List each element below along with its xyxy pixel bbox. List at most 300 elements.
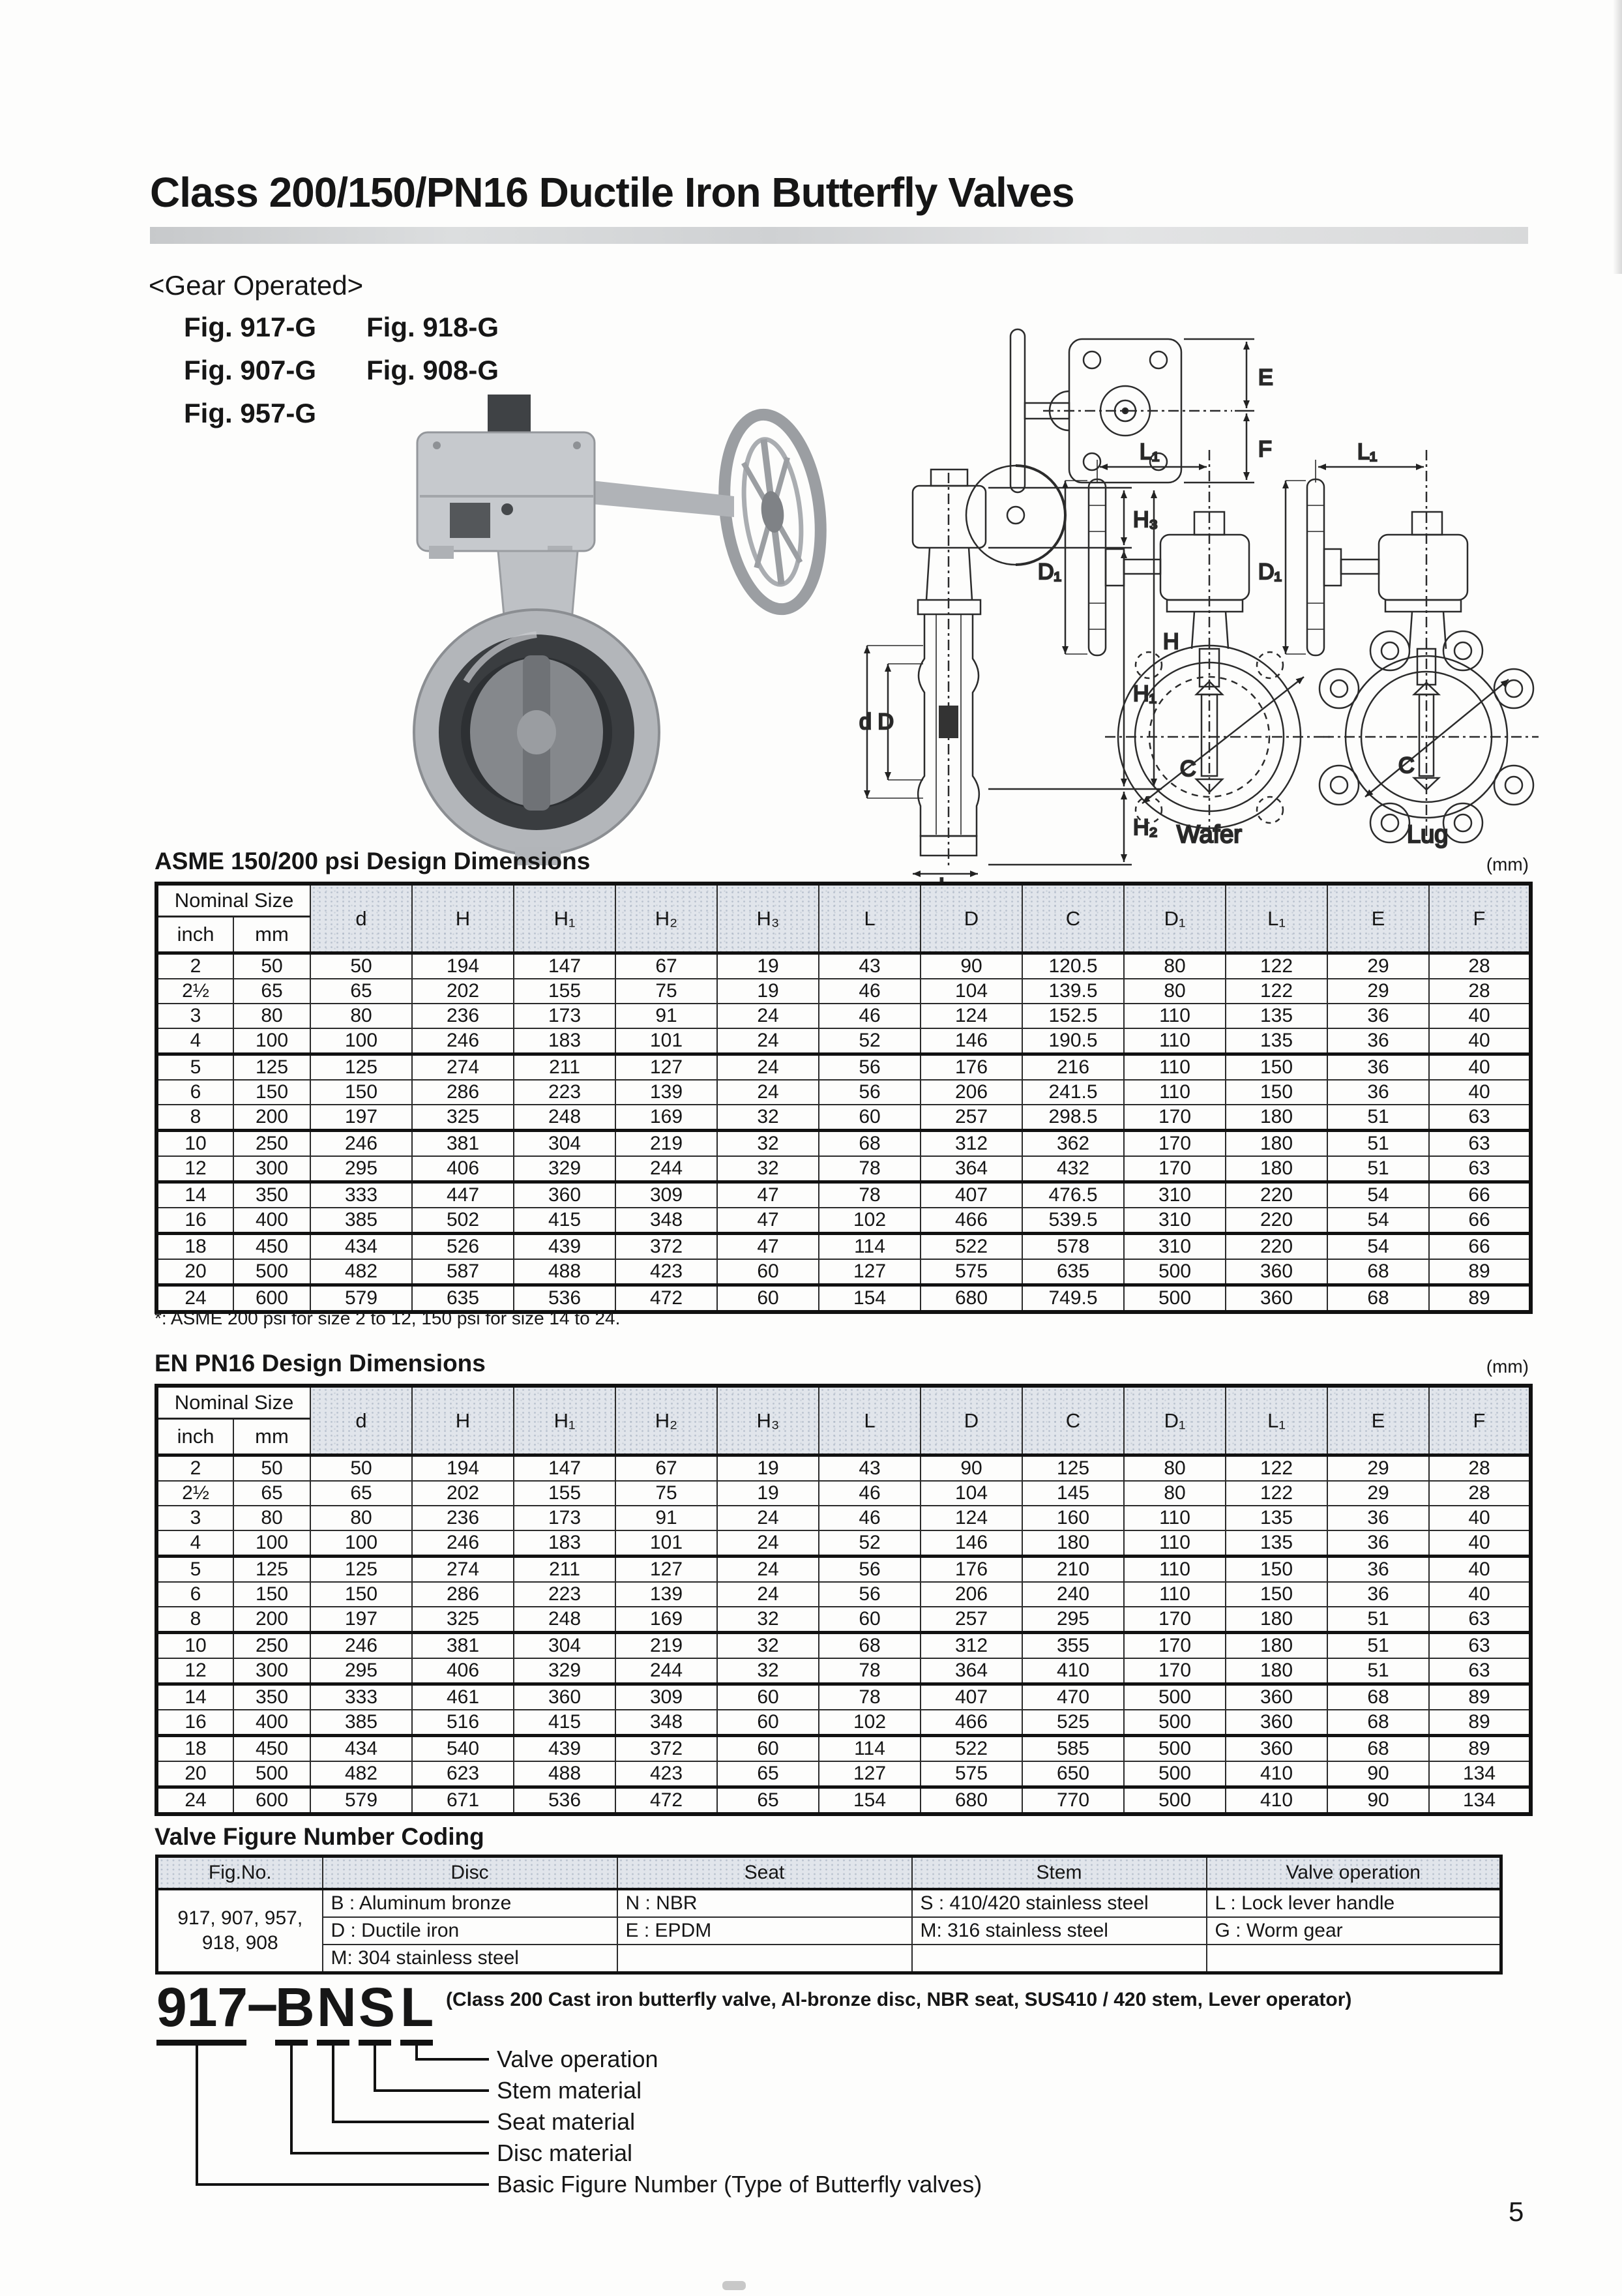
coding-cell: S : 410/420 stainless steel xyxy=(912,1889,1207,1917)
dimension-row xyxy=(156,1131,1531,1157)
dimension-cell: 65 xyxy=(310,1481,412,1506)
dimension-cell: 295 xyxy=(1022,1607,1124,1633)
dimension-cell: 360 xyxy=(1226,1684,1327,1710)
dimension-cell: 211 xyxy=(514,1557,615,1583)
dimension-cell: 150 xyxy=(233,1582,310,1607)
dimension-cell: 147 xyxy=(514,1455,615,1482)
dimension-cell: 40 xyxy=(1429,1054,1531,1081)
dimension-cell: 348 xyxy=(615,1710,717,1736)
dimension-cell: 180 xyxy=(1226,1607,1327,1633)
dimension-cell: 536 xyxy=(514,1787,615,1815)
dimension-cell: 40 xyxy=(1429,1004,1531,1028)
dimension-cell: 360 xyxy=(1226,1259,1327,1285)
dimension-cell: 434 xyxy=(310,1736,412,1762)
dimension-cell: 355 xyxy=(1022,1633,1124,1659)
dimension-cell: 24 xyxy=(717,1582,819,1607)
dimension-row xyxy=(156,1004,1531,1028)
dimension-row xyxy=(156,1481,1531,1506)
dimension-cell: 244 xyxy=(615,1658,717,1684)
dimension-cell: 246 xyxy=(310,1131,412,1157)
dimension-cell: 135 xyxy=(1226,1530,1327,1557)
dimension-cell: 124 xyxy=(921,1004,1022,1028)
column-header: D xyxy=(921,1386,1022,1455)
fig-number-917g: Fig. 917-G xyxy=(184,312,317,342)
dimension-cell: 482 xyxy=(310,1259,412,1285)
dimension-cell: 540 xyxy=(412,1736,514,1762)
dimension-cell: 522 xyxy=(921,1736,1022,1762)
dimension-cell: 19 xyxy=(717,979,819,1004)
dimension-cell: 488 xyxy=(514,1259,615,1285)
underline-letter-l xyxy=(400,2040,433,2046)
dimension-cell: 32 xyxy=(717,1607,819,1633)
dimension-row xyxy=(156,1105,1531,1131)
dimension-cell: 51 xyxy=(1327,1156,1429,1182)
dimension-cell: 19 xyxy=(717,953,819,979)
dimension-cell: 125 xyxy=(310,1557,412,1583)
dimension-cell: 24 xyxy=(717,1530,819,1557)
coding-header-stem: Stem xyxy=(912,1856,1207,1890)
dimension-cell: 381 xyxy=(412,1633,514,1659)
dimension-cell: 36 xyxy=(1327,1028,1429,1054)
dimension-cell: 65 xyxy=(233,979,310,1004)
dimension-cell: 65 xyxy=(233,1481,310,1506)
asme-dimension-table xyxy=(155,882,1533,1314)
column-header: E xyxy=(1327,1386,1429,1455)
dimension-cell: 66 xyxy=(1429,1208,1531,1234)
dimension-cell: 635 xyxy=(412,1285,514,1313)
column-header: H xyxy=(412,884,514,953)
dimension-cell: 32 xyxy=(717,1156,819,1182)
dimension-cell: 51 xyxy=(1327,1633,1429,1659)
dimension-cell: 623 xyxy=(412,1761,514,1787)
dimension-cell: 12 xyxy=(156,1156,233,1182)
underline-letter-s xyxy=(359,2040,391,2046)
dimension-cell: 135 xyxy=(1226,1028,1327,1054)
dimension-cell: 139 xyxy=(615,1582,717,1607)
dimension-cell: 51 xyxy=(1327,1607,1429,1633)
dimension-cell: 24 xyxy=(717,1506,819,1530)
dim-label-H3: H₃ xyxy=(1133,507,1158,532)
dimension-cell: 40 xyxy=(1429,1506,1531,1530)
dimension-cell: 122 xyxy=(1226,979,1327,1004)
dimension-cell: 488 xyxy=(514,1761,615,1787)
dimension-cell: 295 xyxy=(310,1156,412,1182)
dimension-cell: 40 xyxy=(1429,1557,1531,1583)
coding-header-seat: Seat xyxy=(617,1856,912,1890)
dimension-cell: 415 xyxy=(514,1208,615,1234)
dimension-cell: 114 xyxy=(819,1234,921,1260)
dimension-cell: 300 xyxy=(233,1658,310,1684)
dimension-cell: 180 xyxy=(1226,1658,1327,1684)
example-code-dash: − xyxy=(246,1976,279,2038)
asme-footnote: *: ASME 200 psi for size 2 to 12, 150 psi for size 14 to 24. xyxy=(155,1308,621,1328)
dimension-cell: 125 xyxy=(310,1054,412,1081)
dimension-cell: 385 xyxy=(310,1208,412,1234)
dimension-cell: 216 xyxy=(1022,1054,1124,1081)
dimension-cell: 28 xyxy=(1429,953,1531,979)
dimension-cell: 600 xyxy=(233,1787,310,1815)
dimension-cell: 194 xyxy=(412,953,514,979)
dimension-cell: 36 xyxy=(1327,1004,1429,1028)
dimension-cell: 122 xyxy=(1226,1455,1327,1482)
dimension-cell: 29 xyxy=(1327,1455,1429,1482)
dimension-cell: 8 xyxy=(156,1105,233,1131)
coding-row xyxy=(157,1889,1501,1917)
asme-table-unit: (mm) xyxy=(1486,854,1529,874)
dimension-cell: 5 xyxy=(156,1557,233,1583)
dimension-cell: 80 xyxy=(233,1506,310,1530)
example-code-letter-seat: N xyxy=(317,1976,357,2038)
dimension-cell: 134 xyxy=(1429,1787,1531,1815)
dimension-row xyxy=(156,1054,1531,1081)
dimension-cell: 219 xyxy=(615,1633,717,1659)
dimension-cell: 3 xyxy=(156,1506,233,1530)
dimension-cell: 80 xyxy=(233,1004,310,1028)
column-header: L₁ xyxy=(1226,884,1327,953)
dimension-row xyxy=(156,1684,1531,1710)
column-header: C xyxy=(1022,884,1124,953)
asme-table-title: ASME 150/200 psi Design Dimensions xyxy=(155,848,591,874)
dimension-cell: 122 xyxy=(1226,1481,1327,1506)
dimension-cell: 28 xyxy=(1429,1481,1531,1506)
dimension-cell: 447 xyxy=(412,1182,514,1208)
dimension-cell: 220 xyxy=(1226,1208,1327,1234)
dimension-cell: 36 xyxy=(1327,1054,1429,1081)
dimension-cell: 400 xyxy=(233,1208,310,1234)
dimension-cell: 500 xyxy=(233,1761,310,1787)
dimension-cell: 410 xyxy=(1226,1787,1327,1815)
dimension-cell: 68 xyxy=(1327,1259,1429,1285)
dimension-cell: 24 xyxy=(717,1557,819,1583)
dim-label-C-lug: C xyxy=(1398,753,1415,778)
dimension-cell: 139 xyxy=(615,1080,717,1105)
dimension-cell: 54 xyxy=(1327,1182,1429,1208)
valve-side-view xyxy=(859,466,1179,899)
coding-header-disc: Disc xyxy=(323,1856,617,1890)
dimension-cell: 28 xyxy=(1429,1455,1531,1482)
dimension-cell: 381 xyxy=(412,1131,514,1157)
dimension-cell: 40 xyxy=(1429,1582,1531,1607)
dim-label-F: F xyxy=(1258,437,1272,462)
dimension-cell: 500 xyxy=(1124,1787,1226,1815)
dimension-cell: 257 xyxy=(921,1607,1022,1633)
dimension-cell: 32 xyxy=(717,1131,819,1157)
dimension-cell: 12 xyxy=(156,1658,233,1684)
dimension-cell: 40 xyxy=(1429,1080,1531,1105)
dimension-cell: 312 xyxy=(921,1131,1022,1157)
dimension-cell: 525 xyxy=(1022,1710,1124,1736)
dimension-cell: 4 xyxy=(156,1530,233,1557)
dimension-cell: 176 xyxy=(921,1557,1022,1583)
coding-table xyxy=(155,1855,1503,1975)
dimension-cell: 246 xyxy=(412,1028,514,1054)
dim-label-C-wafer: C xyxy=(1180,756,1196,781)
dimension-cell: 24 xyxy=(156,1787,233,1815)
dim-label-H: H xyxy=(1163,629,1179,654)
dimension-cell: 91 xyxy=(615,1506,717,1530)
dimension-cell: 350 xyxy=(233,1182,310,1208)
dimension-cell: 68 xyxy=(1327,1710,1429,1736)
dimension-row xyxy=(156,1557,1531,1583)
valve-body xyxy=(414,610,659,865)
dimension-cell: 24 xyxy=(717,1004,819,1028)
dimension-cell: 90 xyxy=(1327,1761,1429,1787)
dimension-cell: 500 xyxy=(1124,1710,1226,1736)
dimension-cell: 54 xyxy=(1327,1234,1429,1260)
dimension-cell: 466 xyxy=(921,1710,1022,1736)
dimension-cell: 68 xyxy=(819,1633,921,1659)
coding-cell: M: 304 stainless steel xyxy=(323,1945,617,1973)
fig-number-957g: Fig. 957-G xyxy=(184,398,317,428)
column-header: H₂ xyxy=(615,884,717,953)
dimension-cell: 150 xyxy=(233,1080,310,1105)
dimension-cell: 472 xyxy=(615,1285,717,1313)
dimension-row xyxy=(156,953,1531,979)
dimension-cell: 75 xyxy=(615,979,717,1004)
dimension-cell: 310 xyxy=(1124,1234,1226,1260)
scan-mark-artifact xyxy=(722,2281,746,2290)
dimension-cell: 406 xyxy=(412,1658,514,1684)
dimension-cell: 110 xyxy=(1124,1028,1226,1054)
dimension-cell: 348 xyxy=(615,1208,717,1234)
dimension-cell: 125 xyxy=(1022,1455,1124,1482)
dimension-row xyxy=(156,1530,1531,1557)
dimension-cell: 432 xyxy=(1022,1156,1124,1182)
dimension-cell: 360 xyxy=(1226,1710,1327,1736)
coding-cell: N : NBR xyxy=(617,1889,912,1917)
dimension-cell: 183 xyxy=(514,1028,615,1054)
dimension-cell: 32 xyxy=(717,1633,819,1659)
dimension-cell: 410 xyxy=(1226,1761,1327,1787)
dimension-cell: 248 xyxy=(514,1105,615,1131)
dimension-drawings xyxy=(848,320,1578,848)
dimension-cell: 2½ xyxy=(156,979,233,1004)
dimension-cell: 80 xyxy=(1124,1455,1226,1482)
dimension-cell: 170 xyxy=(1124,1607,1226,1633)
dimension-cell: 150 xyxy=(1226,1557,1327,1583)
dimension-cell: 50 xyxy=(310,1455,412,1482)
dimension-cell: 14 xyxy=(156,1182,233,1208)
dimension-cell: 539.5 xyxy=(1022,1208,1124,1234)
dimension-cell: 4 xyxy=(156,1028,233,1054)
en-table-unit: (mm) xyxy=(1486,1356,1529,1377)
dimension-cell: 210 xyxy=(1022,1557,1124,1583)
gearbox xyxy=(417,432,595,559)
dimension-cell: 500 xyxy=(1124,1285,1226,1313)
dimension-cell: 32 xyxy=(717,1658,819,1684)
dimension-cell: 127 xyxy=(615,1054,717,1081)
dimension-cell: 6 xyxy=(156,1080,233,1105)
dimension-cell: 176 xyxy=(921,1054,1022,1081)
column-header: F xyxy=(1429,884,1531,953)
dimension-cell: 671 xyxy=(412,1787,514,1815)
dim-label-L1-wafer: L₁ xyxy=(1140,440,1160,464)
dimension-row xyxy=(156,1156,1531,1182)
dimension-cell: 10 xyxy=(156,1131,233,1157)
dimension-cell: 309 xyxy=(615,1684,717,1710)
dimension-cell: 36 xyxy=(1327,1080,1429,1105)
dimension-cell: 248 xyxy=(514,1607,615,1633)
dimension-cell: 500 xyxy=(1124,1259,1226,1285)
fig-number-907g: Fig. 907-G xyxy=(184,355,317,385)
dimension-cell: 304 xyxy=(514,1633,615,1659)
dimension-cell: 450 xyxy=(233,1736,310,1762)
dimension-cell: 180 xyxy=(1226,1156,1327,1182)
dimension-cell: 102 xyxy=(819,1710,921,1736)
dimension-cell: 170 xyxy=(1124,1131,1226,1157)
dim-label-D1-lug: D₁ xyxy=(1258,559,1282,584)
dimension-cell: 150 xyxy=(1226,1054,1327,1081)
dimension-cell: 78 xyxy=(819,1156,921,1182)
dimension-cell: 173 xyxy=(514,1004,615,1028)
dimension-cell: 68 xyxy=(1327,1684,1429,1710)
column-header: H xyxy=(412,1386,514,1455)
dimension-cell: 67 xyxy=(615,1455,717,1482)
dimension-cell: 310 xyxy=(1124,1182,1226,1208)
dimension-row xyxy=(156,1736,1531,1762)
dimension-cell: 650 xyxy=(1022,1761,1124,1787)
underline-letter-b xyxy=(275,2040,308,2046)
coding-cell: B : Aluminum bronze xyxy=(323,1889,617,1917)
dimension-cell: 78 xyxy=(819,1684,921,1710)
dimension-cell: 160 xyxy=(1022,1506,1124,1530)
lug-view xyxy=(1258,440,1539,848)
dimension-cell: 170 xyxy=(1124,1633,1226,1659)
dimension-cell: 80 xyxy=(1124,979,1226,1004)
dimension-cell: 56 xyxy=(819,1582,921,1607)
dimension-cell: 333 xyxy=(310,1684,412,1710)
unit-subheader: mm xyxy=(233,917,310,953)
dimension-cell: 67 xyxy=(615,953,717,979)
dimension-cell: 65 xyxy=(717,1787,819,1815)
dimension-cell: 122 xyxy=(1226,953,1327,979)
dimension-cell: 60 xyxy=(819,1607,921,1633)
dimension-cell: 202 xyxy=(412,1481,514,1506)
dimension-cell: 3 xyxy=(156,1004,233,1028)
dimension-cell: 146 xyxy=(921,1530,1022,1557)
column-header: D₁ xyxy=(1124,884,1226,953)
dimension-cell: 329 xyxy=(514,1156,615,1182)
dimension-cell: 80 xyxy=(310,1004,412,1028)
nominal-size-header: Nominal Size xyxy=(156,884,310,917)
dimension-cell: 450 xyxy=(233,1234,310,1260)
dimension-row xyxy=(156,979,1531,1004)
callout-stem-material: Stem material xyxy=(497,2077,642,2104)
dimension-cell: 400 xyxy=(233,1710,310,1736)
dimension-cell: 125 xyxy=(233,1557,310,1583)
dimension-cell: 364 xyxy=(921,1156,1022,1182)
dimension-cell: 170 xyxy=(1124,1105,1226,1131)
dimension-cell: 500 xyxy=(233,1259,310,1285)
dimension-cell: 89 xyxy=(1429,1710,1531,1736)
dimension-row xyxy=(156,1607,1531,1633)
coding-heading: Valve Figure Number Coding xyxy=(155,1823,484,1850)
dimension-cell: 120.5 xyxy=(1022,953,1124,979)
dimension-cell: 60 xyxy=(717,1285,819,1313)
column-header: d xyxy=(310,1386,412,1455)
coding-cell xyxy=(1207,1945,1501,1973)
dimension-cell: 194 xyxy=(412,1455,514,1482)
dimension-cell: 241.5 xyxy=(1022,1080,1124,1105)
dimension-cell: 127 xyxy=(819,1259,921,1285)
dimension-cell: 16 xyxy=(156,1208,233,1234)
dimension-cell: 36 xyxy=(1327,1506,1429,1530)
dimension-cell: 680 xyxy=(921,1285,1022,1313)
column-header: H₁ xyxy=(514,884,615,953)
dimension-row xyxy=(156,1710,1531,1736)
column-header: H₂ xyxy=(615,1386,717,1455)
dimension-cell: 52 xyxy=(819,1028,921,1054)
dimension-cell: 223 xyxy=(514,1582,615,1607)
dimension-cell: 526 xyxy=(412,1234,514,1260)
dimension-cell: 482 xyxy=(310,1761,412,1787)
en-dimension-table xyxy=(155,1384,1533,1816)
dimension-cell: 110 xyxy=(1124,1530,1226,1557)
dimension-cell: 169 xyxy=(615,1105,717,1131)
wafer-caption: Wafer xyxy=(1177,821,1242,848)
dimension-cell: 476.5 xyxy=(1022,1182,1124,1208)
dimension-cell: 56 xyxy=(819,1054,921,1081)
callout-seat-material: Seat material xyxy=(497,2108,636,2135)
page-number: 5 xyxy=(1509,2196,1524,2227)
dimension-cell: 56 xyxy=(819,1557,921,1583)
dimension-cell: 90 xyxy=(921,953,1022,979)
dimension-cell: 240 xyxy=(1022,1582,1124,1607)
example-description: (Class 200 Cast iron butterfly valve, Al-bronze disc, NBR seat, SUS410 / 420 stem, Lever operator) xyxy=(446,1989,1352,2010)
dimension-cell: 410 xyxy=(1022,1658,1124,1684)
column-header: D xyxy=(921,884,1022,953)
dimension-cell: 90 xyxy=(921,1455,1022,1482)
dimension-cell: 46 xyxy=(819,1481,921,1506)
dimension-cell: 19 xyxy=(717,1455,819,1482)
dimension-cell: 47 xyxy=(717,1208,819,1234)
dimension-cell: 100 xyxy=(233,1028,310,1054)
dimension-cell: 110 xyxy=(1124,1557,1226,1583)
coding-header-figno: Fig.No. xyxy=(157,1856,323,1890)
dimension-cell: 80 xyxy=(1124,1481,1226,1506)
column-header: L xyxy=(819,884,921,953)
dimension-cell: 180 xyxy=(1226,1131,1327,1157)
dimension-cell: 439 xyxy=(514,1736,615,1762)
dimension-cell: 46 xyxy=(819,1506,921,1530)
dimension-cell: 579 xyxy=(310,1787,412,1815)
dimension-cell: 78 xyxy=(819,1182,921,1208)
dimension-cell: 329 xyxy=(514,1658,615,1684)
dimension-row xyxy=(156,1761,1531,1787)
dimension-cell: 145 xyxy=(1022,1481,1124,1506)
dimension-cell: 8 xyxy=(156,1607,233,1633)
coding-cell: L : Lock lever handle xyxy=(1207,1889,1501,1917)
dimension-cell: 362 xyxy=(1022,1131,1124,1157)
coding-cell xyxy=(912,1945,1207,1973)
dimension-cell: 360 xyxy=(1226,1285,1327,1313)
column-header: F xyxy=(1429,1386,1531,1455)
dimension-cell: 180 xyxy=(1022,1530,1124,1557)
dimension-cell: 135 xyxy=(1226,1506,1327,1530)
dimension-cell: 325 xyxy=(412,1607,514,1633)
dim-label-H2: H₂ xyxy=(1133,815,1158,840)
input-shaft-stub xyxy=(488,395,531,435)
dimension-cell: 91 xyxy=(615,1004,717,1028)
dimension-cell: 80 xyxy=(310,1506,412,1530)
coding-row xyxy=(157,1917,1501,1945)
dimension-cell: 63 xyxy=(1429,1131,1531,1157)
example-code-letter-operation: L xyxy=(400,1976,434,2038)
dimension-cell: 29 xyxy=(1327,979,1429,1004)
dimension-cell: 54 xyxy=(1327,1208,1429,1234)
dim-label-D1-wafer: D₁ xyxy=(1038,559,1062,584)
nominal-size-header: Nominal Size xyxy=(156,1386,310,1419)
